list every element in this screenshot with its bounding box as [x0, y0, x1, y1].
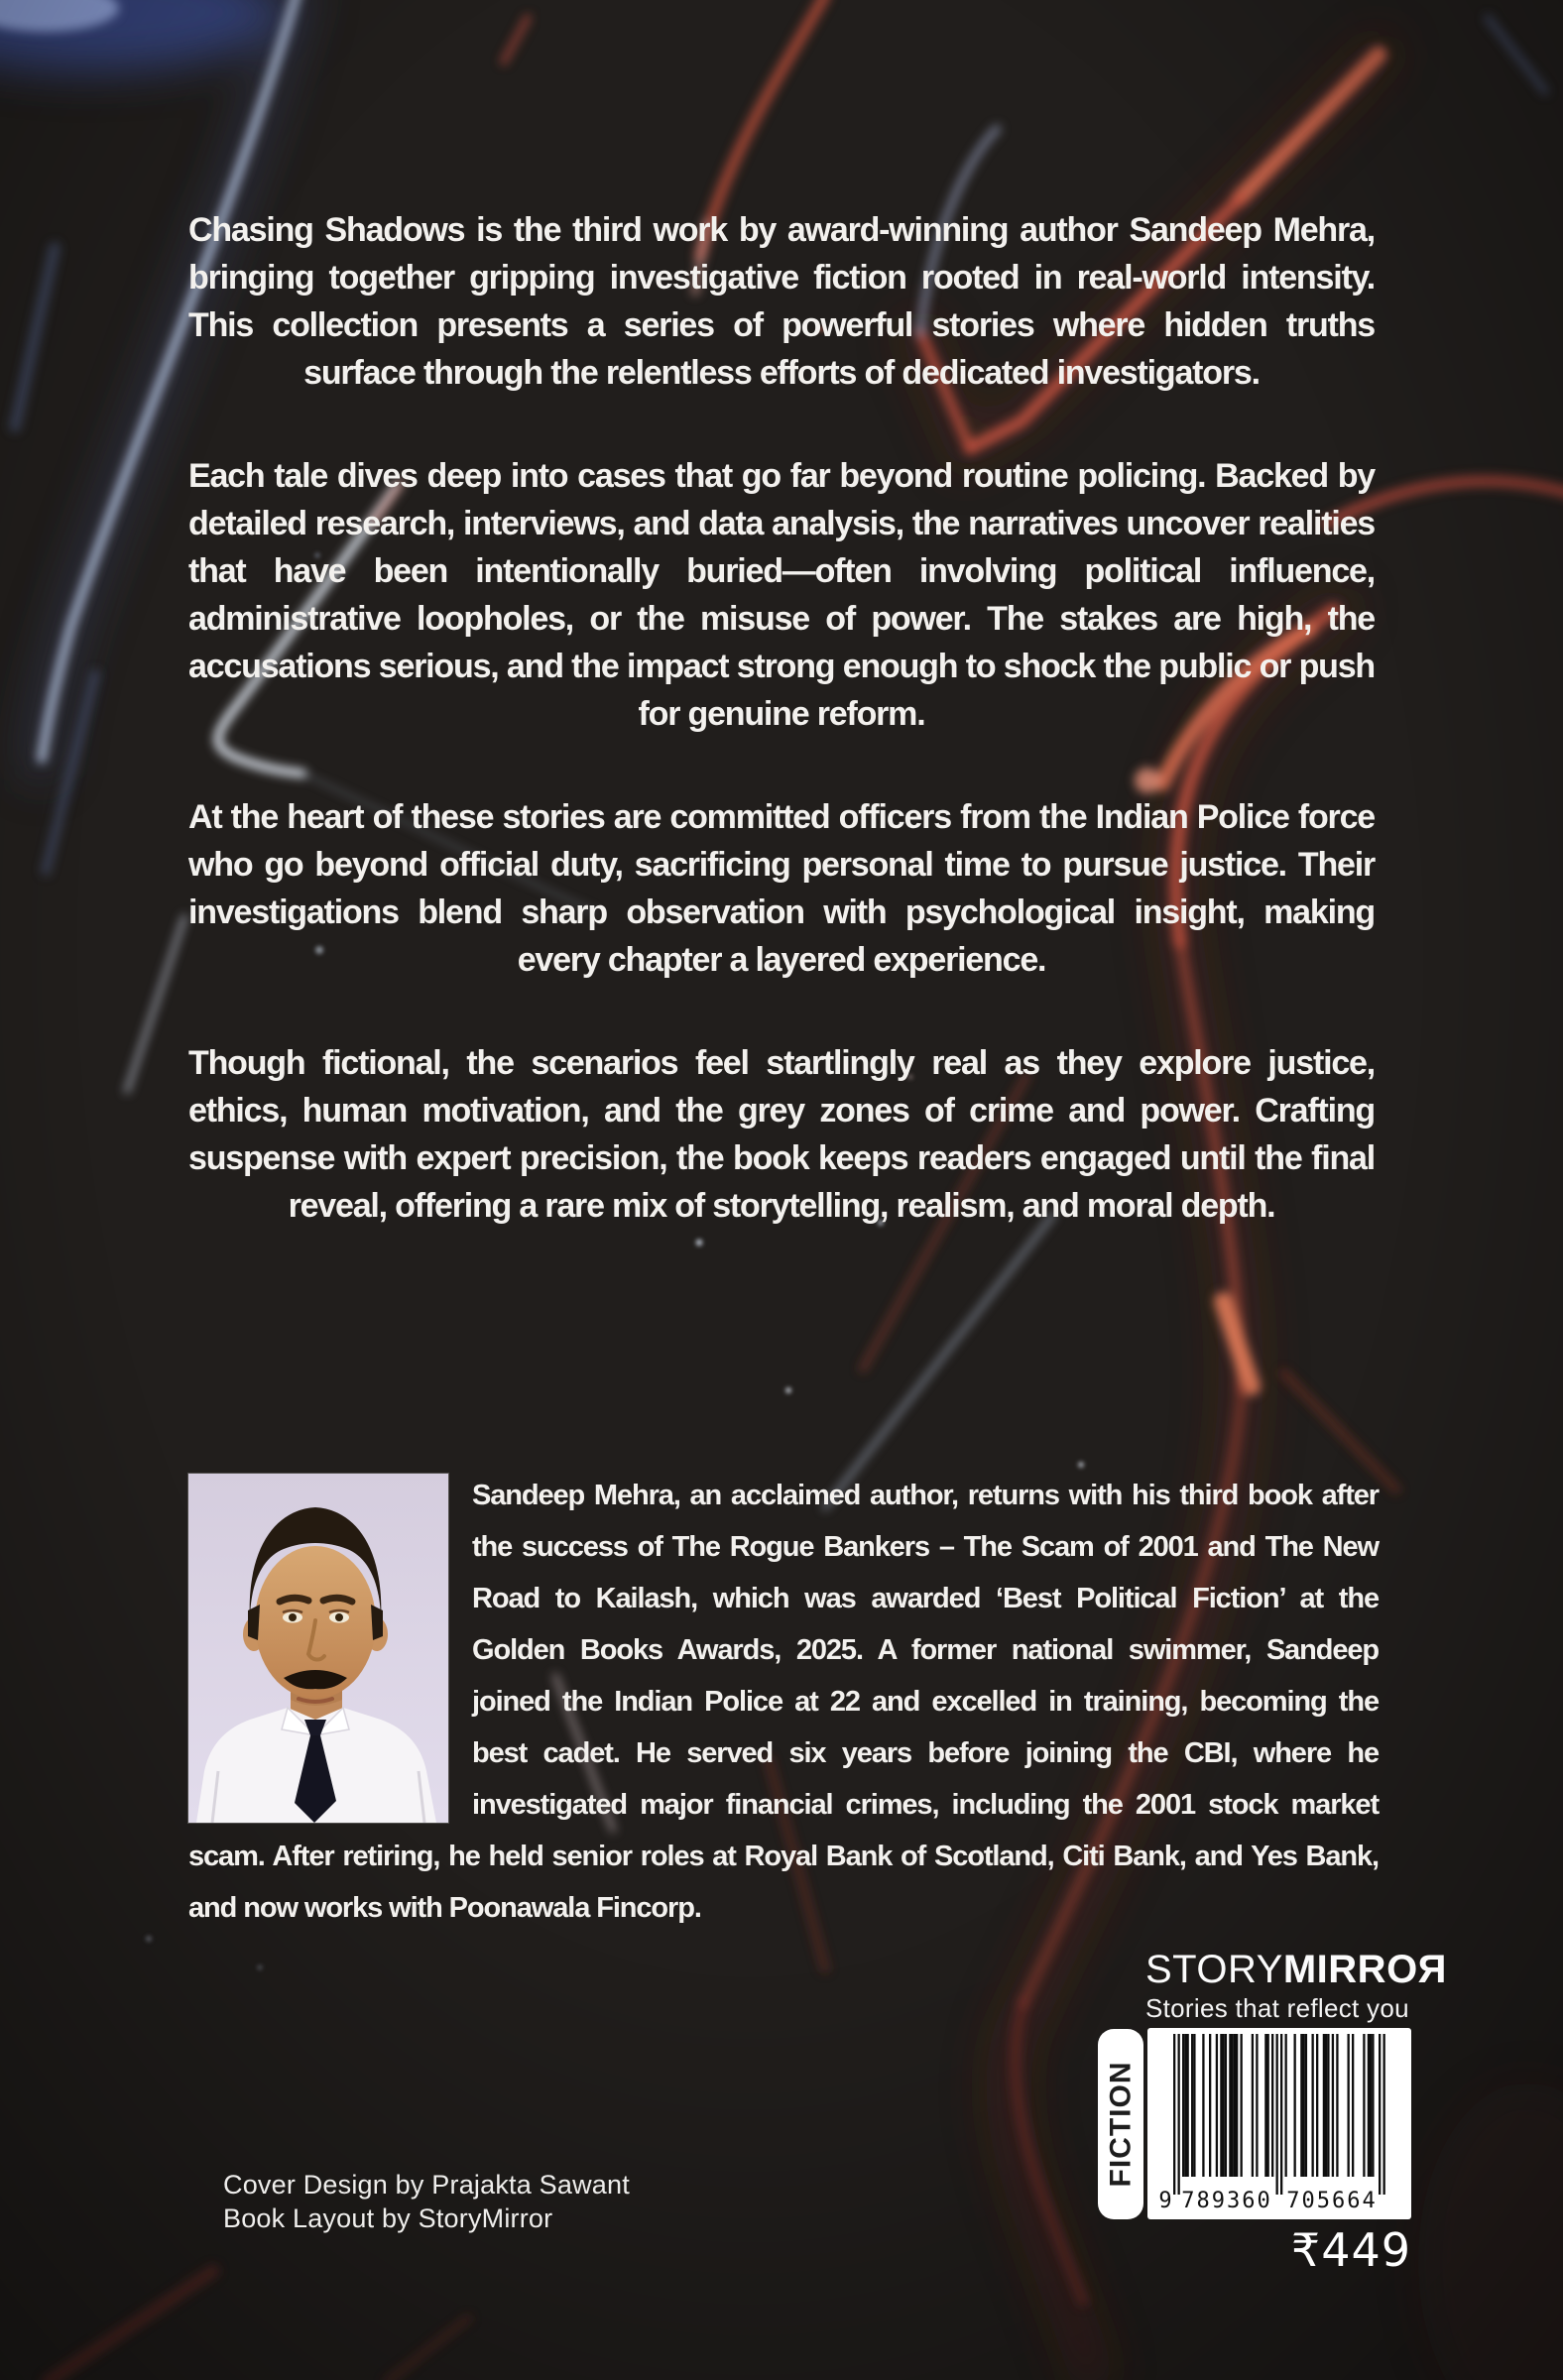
genre-tab: [1098, 2029, 1143, 2219]
synopsis: [188, 206, 1375, 1285]
credits: [223, 2168, 630, 2235]
credit-cover-design: Cover Design by Prajakta Sawant: [223, 2170, 630, 2200]
publisher-tagline: Stories that reflect you: [1145, 1993, 1409, 2023]
barcode-digits-left: 789360: [1181, 2189, 1272, 2213]
publisher-name: [1145, 1948, 1447, 1991]
synopsis-paragraph: Chasing Shadows is the third work by award-winning author Sandeep Mehra, bringing together gripping investigative fiction rooted in real-world intensity. This collection presents a series of powerful stories where hidden truths surface through the relentless efforts of dedicated investigators.: [188, 211, 1375, 392]
publisher-logo: [1145, 1948, 1447, 2023]
author-bio-text: Sandeep Mehra, an acclaimed author, returns with his third book after the success of The Rogue Bankers – The Scam of 2001 and The New Road to Kailash, which was awarded ‘Best Political Fiction’ at the Golden Books Awards, 2025. A former national swimmer, Sandeep joined the Indian Police at 22 and excelled in training, becoming the best cadet. He served six years before joining the CBI, where he investigated major financial crimes, including the 2001 stock market scam. After retiring, he held senior roles at Royal Bank of Scotland, Citi Bank, and Yes Bank, and now works with Poonawala Fincorp.: [188, 1480, 1379, 1924]
author-photo: [188, 1474, 448, 1823]
synopsis-paragraph: Each tale dives deep into cases that go far beyond routine policing. Backed by detailed research, interviews, and data analysis, the narratives uncover realities that have been intentionally buried—often involving political influence, administrative loopholes, or the misuse of power. The stakes are high, the accusations serious, and the impact strong enough to shock the public or push for genuine reform.: [188, 457, 1375, 733]
publisher-name-bold: MIRROЯ: [1282, 1948, 1447, 1991]
author-portrait-illustration: [188, 1474, 448, 1823]
barcode-digit-lead: 9: [1158, 2189, 1174, 2213]
genre-label: FICTION: [1104, 2061, 1137, 2188]
barcode: [1147, 2028, 1411, 2219]
synopsis-paragraph: At the heart of these stories are committed officers from the Indian Police force who go beyond official duty, sacrificing personal time to pursue justice. Their investigations blend sharp observation with psychological insight, making every chapter a layered experience.: [188, 798, 1375, 979]
publisher-name-light: STORY: [1145, 1948, 1283, 1991]
synopsis-paragraph: Though fictional, the scenarios feel startlingly real as they explore justice, ethics, human motivation, and the grey zones of crime and power. Crafting suspense with expert precision, the book keeps readers engaged until the final reveal, offering a rare mix of storytelling, realism, and moral depth.: [188, 1044, 1375, 1225]
author-section: [188, 1470, 1379, 1934]
price: ₹449: [1290, 2223, 1411, 2277]
barcode-digits-right: 705664: [1286, 2189, 1378, 2213]
credit-book-layout: Book Layout by StoryMirror: [223, 2203, 553, 2233]
